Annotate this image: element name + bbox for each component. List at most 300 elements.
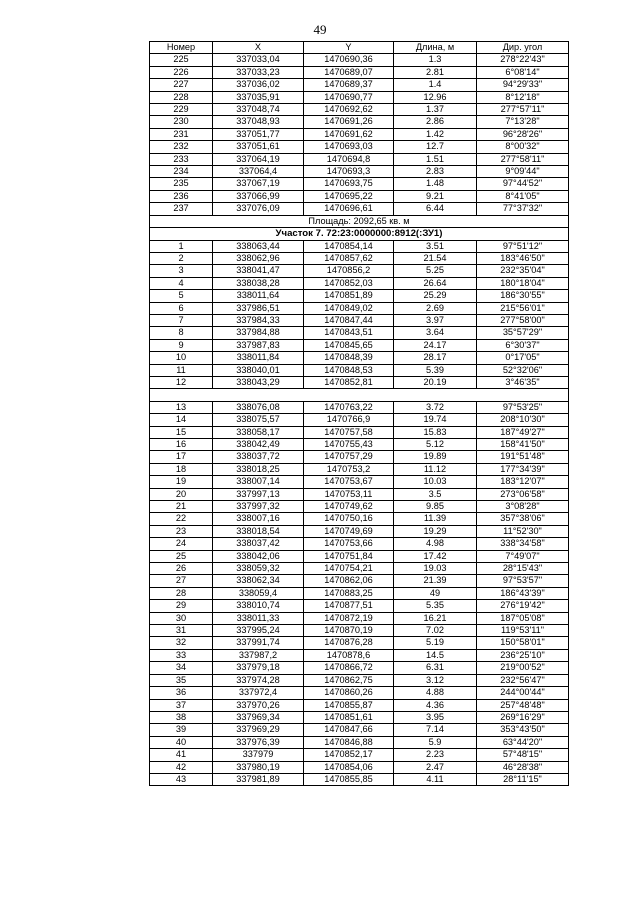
cell-number: 12 [150,376,213,388]
table-row [150,401,569,413]
cell-y: 1470693,03 [304,141,394,153]
cell-number: 16 [150,438,213,450]
cell-x: 337076,09 [213,203,304,215]
cell-angle: 0°17'05" [477,352,569,364]
area-row [150,215,569,227]
table-row [150,277,569,289]
cell-x: 337995,24 [213,625,304,637]
cell-angle: 278°22'43" [477,54,569,66]
cell-y: 1470763,22 [304,401,394,413]
cell-y: 1470691,62 [304,128,394,140]
cell-length: 6.31 [394,662,477,674]
cell-number: 3 [150,265,213,277]
cell-length: 9.21 [394,190,477,202]
cell-number: 20 [150,488,213,500]
cell-length: 12.7 [394,141,477,153]
table-row [150,314,569,326]
cell-number: 231 [150,128,213,140]
cell-angle: 52°32'06" [477,364,569,376]
cell-x: 337969,29 [213,724,304,736]
cell-number: 5 [150,290,213,302]
cell-x: 338040,01 [213,364,304,376]
table-row [150,724,569,736]
cell-y: 1470754,21 [304,563,394,575]
cell-x: 338059,4 [213,587,304,599]
cell-x: 338011,33 [213,612,304,624]
cell-angle: 219°00'52" [477,662,569,674]
cell-number: 4 [150,277,213,289]
table-row [150,525,569,537]
table-row [150,476,569,488]
cell-y: 1470845,65 [304,339,394,351]
cell-x: 337987,83 [213,339,304,351]
cell-x: 338062,96 [213,252,304,264]
cell-x: 337066,99 [213,190,304,202]
table-row [150,550,569,562]
cell-angle: 357°38'06" [477,513,569,525]
cell-x: 338038,28 [213,277,304,289]
cell-number: 26 [150,563,213,575]
cell-length: 1.48 [394,178,477,190]
cell-length: 28.17 [394,352,477,364]
table-row [150,364,569,376]
cell-length: 4.88 [394,687,477,699]
cell-angle: 244°00'44" [477,687,569,699]
cell-y: 1470852,03 [304,277,394,289]
cell-y: 1470849,02 [304,302,394,314]
table-row [150,674,569,686]
cell-number: 21 [150,501,213,513]
cell-length: 5.25 [394,265,477,277]
rows-group-b [150,240,569,389]
table-row [150,203,569,215]
cell-y: 1470848,53 [304,364,394,376]
cell-number: 7 [150,314,213,326]
cell-x: 338010,74 [213,600,304,612]
cell-angle: 180°18'04" [477,277,569,289]
cell-angle: 35°57'29" [477,327,569,339]
cell-angle: 338°34'58" [477,538,569,550]
cell-length: 20.19 [394,376,477,388]
cell-x: 337033,23 [213,66,304,78]
cell-length: 1.51 [394,153,477,165]
table-row [150,538,569,550]
cell-x: 337048,74 [213,104,304,116]
cell-length: 21.39 [394,575,477,587]
cell-angle: 269°16'29" [477,711,569,723]
cell-length: 10.03 [394,476,477,488]
cell-number: 25 [150,550,213,562]
cell-angle: 77°37'32" [477,203,569,215]
cell-number: 229 [150,104,213,116]
cell-length: 3.95 [394,711,477,723]
table-row [150,327,569,339]
cell-angle: 150°58'01" [477,637,569,649]
cell-angle: 96°28'26" [477,128,569,140]
cell-length: 17.42 [394,550,477,562]
cell-angle: 7°49'07" [477,550,569,562]
cell-number: 234 [150,166,213,178]
cell-length: 12.96 [394,91,477,103]
cell-x: 338041,47 [213,265,304,277]
cell-length: 26.64 [394,277,477,289]
cell-y: 1470854,14 [304,240,394,252]
cell-number: 9 [150,339,213,351]
cell-x: 338007,16 [213,513,304,525]
table-row [150,54,569,66]
cell-length: 2.47 [394,761,477,773]
cell-y: 1470690,77 [304,91,394,103]
cell-y: 1470851,89 [304,290,394,302]
cell-x: 338075,57 [213,414,304,426]
cell-angle: 3°08'28" [477,501,569,513]
cell-y: 1470750,16 [304,513,394,525]
cell-number: 10 [150,352,213,364]
cell-y: 1470857,62 [304,252,394,264]
table-row [150,687,569,699]
header-angle: Дир. угол [477,42,569,54]
table-row [150,513,569,525]
cell-x: 337969,34 [213,711,304,723]
cell-length: 19.74 [394,414,477,426]
cell-number: 17 [150,451,213,463]
cell-y: 1470883,25 [304,587,394,599]
cell-y: 1470854,06 [304,761,394,773]
cell-number: 37 [150,699,213,711]
cell-angle: 186°43'39" [477,587,569,599]
cell-angle: 11°52'30" [477,525,569,537]
cell-y: 1470855,85 [304,773,394,785]
cell-length: 5.12 [394,438,477,450]
cell-length: 11.12 [394,463,477,475]
cell-y: 1470847,44 [304,314,394,326]
cell-y: 1470696,61 [304,203,394,215]
table-row [150,104,569,116]
cell-angle: 94°29'33" [477,79,569,91]
cell-number: 39 [150,724,213,736]
table-row [150,612,569,624]
cell-number: 226 [150,66,213,78]
cell-y: 1470755,43 [304,438,394,450]
cell-y: 1470757,58 [304,426,394,438]
table-row [150,178,569,190]
cell-angle: 97°53'57" [477,575,569,587]
section-title-row [150,228,569,240]
cell-angle: 277°57'11" [477,104,569,116]
cell-x: 338011,64 [213,290,304,302]
table-header-row [150,42,569,54]
cell-angle: 215°56'01" [477,302,569,314]
cell-angle: 97°51'12" [477,240,569,252]
cell-number: 228 [150,91,213,103]
cell-x: 337984,88 [213,327,304,339]
cell-number: 33 [150,649,213,661]
cell-x: 338037,42 [213,538,304,550]
cell-angle: 208°10'30" [477,414,569,426]
table-row [150,79,569,91]
cell-x: 338042,49 [213,438,304,450]
cell-y: 1470693,75 [304,178,394,190]
cell-number: 43 [150,773,213,785]
cell-number: 237 [150,203,213,215]
cell-length: 5.39 [394,364,477,376]
cell-length: 21.54 [394,252,477,264]
table-row [150,761,569,773]
cell-x: 338018,25 [213,463,304,475]
cell-y: 1470751,84 [304,550,394,562]
cell-x: 337048,93 [213,116,304,128]
cell-angle: 276°19'42" [477,600,569,612]
cell-y: 1470877,51 [304,600,394,612]
cell-number: 227 [150,79,213,91]
table-row [150,290,569,302]
cell-length: 15.83 [394,426,477,438]
cell-x: 338063,44 [213,240,304,252]
cell-y: 1470847,66 [304,724,394,736]
table-row [150,587,569,599]
cell-y: 1470862,75 [304,674,394,686]
cell-length: 24.17 [394,339,477,351]
cell-number: 18 [150,463,213,475]
cell-number: 40 [150,736,213,748]
table-row [150,600,569,612]
table-row [150,438,569,450]
cell-x: 337051,61 [213,141,304,153]
cell-length: 2.69 [394,302,477,314]
cell-x: 337033,04 [213,54,304,66]
cell-number: 24 [150,538,213,550]
cell-number: 13 [150,401,213,413]
table-row [150,91,569,103]
cell-number: 22 [150,513,213,525]
table-row [150,637,569,649]
cell-angle: 97°53'25" [477,401,569,413]
cell-length: 2.23 [394,749,477,761]
table-row [150,240,569,252]
table-row [150,302,569,314]
cell-x: 337981,89 [213,773,304,785]
cell-angle: 186°30'55" [477,290,569,302]
cell-x: 337972,4 [213,687,304,699]
cell-angle: 63°44'20" [477,736,569,748]
table-row [150,426,569,438]
cell-x: 338043,29 [213,376,304,388]
table-row [150,662,569,674]
cell-number: 29 [150,600,213,612]
cell-length: 3.72 [394,401,477,413]
table-row [150,128,569,140]
cell-angle: 177°34'39" [477,463,569,475]
cell-number: 15 [150,426,213,438]
cell-x: 337976,39 [213,736,304,748]
table-row [150,501,569,513]
cell-length: 1.42 [394,128,477,140]
cell-number: 34 [150,662,213,674]
cell-angle: 28°15'43" [477,563,569,575]
cell-y: 1470862,06 [304,575,394,587]
table-row [150,451,569,463]
cell-y: 1470878,6 [304,649,394,661]
cell-y: 1470852,17 [304,749,394,761]
cell-y: 1470872,19 [304,612,394,624]
cell-number: 28 [150,587,213,599]
cell-x: 338042,06 [213,550,304,562]
cell-y: 1470851,61 [304,711,394,723]
cell-length: 3.97 [394,314,477,326]
cell-angle: 187°49'27" [477,426,569,438]
cell-length: 3.12 [394,674,477,686]
table-row [150,699,569,711]
cell-number: 235 [150,178,213,190]
cell-length: 1.3 [394,54,477,66]
cell-x: 337997,32 [213,501,304,513]
cell-number: 6 [150,302,213,314]
cell-angle: 119°53'11" [477,625,569,637]
table-row [150,141,569,153]
cell-number: 8 [150,327,213,339]
cell-length: 49 [394,587,477,599]
cell-number: 31 [150,625,213,637]
cell-x: 337987,2 [213,649,304,661]
table-row [150,376,569,388]
cell-length: 16.21 [394,612,477,624]
cell-y: 1470876,28 [304,637,394,649]
cell-length: 3.64 [394,327,477,339]
table-row [150,116,569,128]
cell-y: 1470848,39 [304,352,394,364]
cell-x: 337984,33 [213,314,304,326]
cell-angle: 7°13'28" [477,116,569,128]
rows-group-a [150,54,569,215]
cell-y: 1470753,66 [304,538,394,550]
table-row [150,749,569,761]
header-y: Y [304,42,394,54]
cell-y: 1470846,88 [304,736,394,748]
cell-x: 338018,54 [213,525,304,537]
cell-angle: 183°46'50" [477,252,569,264]
cell-x: 337980,19 [213,761,304,773]
table-row [150,414,569,426]
cell-y: 1470860,26 [304,687,394,699]
separator-group [150,389,569,401]
cell-angle: 6°30'37" [477,339,569,351]
area-text: Площадь: 2092,65 кв. м [150,215,569,227]
cell-x: 337997,13 [213,488,304,500]
table-row [150,773,569,785]
cell-y: 1470855,87 [304,699,394,711]
cell-y: 1470843,51 [304,327,394,339]
cell-angle: 8°12'18" [477,91,569,103]
blank-separator-row [150,389,569,401]
cell-number: 36 [150,687,213,699]
table-row [150,252,569,264]
cell-y: 1470856,2 [304,265,394,277]
rows-group-c [150,401,569,786]
cell-length: 7.14 [394,724,477,736]
cell-y: 1470866,72 [304,662,394,674]
cell-y: 1470693,3 [304,166,394,178]
cell-number: 2 [150,252,213,264]
page-number: 49 [313,22,327,37]
cell-y: 1470766,9 [304,414,394,426]
cell-x: 337979,18 [213,662,304,674]
cell-y: 1470852,81 [304,376,394,388]
cell-number: 23 [150,525,213,537]
cell-angle: 9°09'44" [477,166,569,178]
cell-x: 338062,34 [213,575,304,587]
cell-length: 4.98 [394,538,477,550]
table-row [150,575,569,587]
table-row [150,153,569,165]
cell-length: 5.19 [394,637,477,649]
cell-angle: 236°25'10" [477,649,569,661]
cell-angle: 187°05'08" [477,612,569,624]
table-row [150,66,569,78]
cell-y: 1470870,19 [304,625,394,637]
cell-number: 230 [150,116,213,128]
cell-x: 337974,28 [213,674,304,686]
cell-number: 232 [150,141,213,153]
cell-length: 2.81 [394,66,477,78]
cell-angle: 97°44'52" [477,178,569,190]
table-row [150,649,569,661]
cell-length: 7.02 [394,625,477,637]
cell-length: 19.03 [394,563,477,575]
cell-angle: 3°46'35" [477,376,569,388]
cell-y: 1470689,07 [304,66,394,78]
cell-angle: 6°08'14" [477,66,569,78]
cell-angle: 257°48'48" [477,699,569,711]
cell-length: 9.85 [394,501,477,513]
cell-angle: 273°06'58" [477,488,569,500]
cell-length: 4.36 [394,699,477,711]
cell-x: 337991,74 [213,637,304,649]
table-row [150,711,569,723]
cell-x: 338037,72 [213,451,304,463]
cell-length: 19.89 [394,451,477,463]
header-number: Номер [150,42,213,54]
table-row [150,190,569,202]
cell-number: 38 [150,711,213,723]
cell-length: 1.37 [394,104,477,116]
cell-number: 32 [150,637,213,649]
section-title: Участок 7. 72:23:0000000:8912(:ЗУ1) [150,228,569,240]
cell-y: 1470694,8 [304,153,394,165]
cell-x: 338011,84 [213,352,304,364]
cell-length: 4.11 [394,773,477,785]
table-row [150,166,569,178]
cell-y: 1470691,26 [304,116,394,128]
cell-angle: 46°28'38" [477,761,569,773]
cell-angle: 353°43'50" [477,724,569,736]
cell-number: 30 [150,612,213,624]
cell-angle: 28°11'15" [477,773,569,785]
cell-length: 25.29 [394,290,477,302]
cell-x: 338058,17 [213,426,304,438]
cell-number: 236 [150,190,213,202]
area-group [150,215,569,240]
cell-length: 3.51 [394,240,477,252]
cell-angle: 232°56'47" [477,674,569,686]
cell-y: 1470695,22 [304,190,394,202]
cell-y: 1470753,67 [304,476,394,488]
cell-angle: 191°51'48" [477,451,569,463]
table-row [150,352,569,364]
cell-y: 1470689,37 [304,79,394,91]
cell-number: 1 [150,240,213,252]
table-row [150,265,569,277]
table-row [150,736,569,748]
